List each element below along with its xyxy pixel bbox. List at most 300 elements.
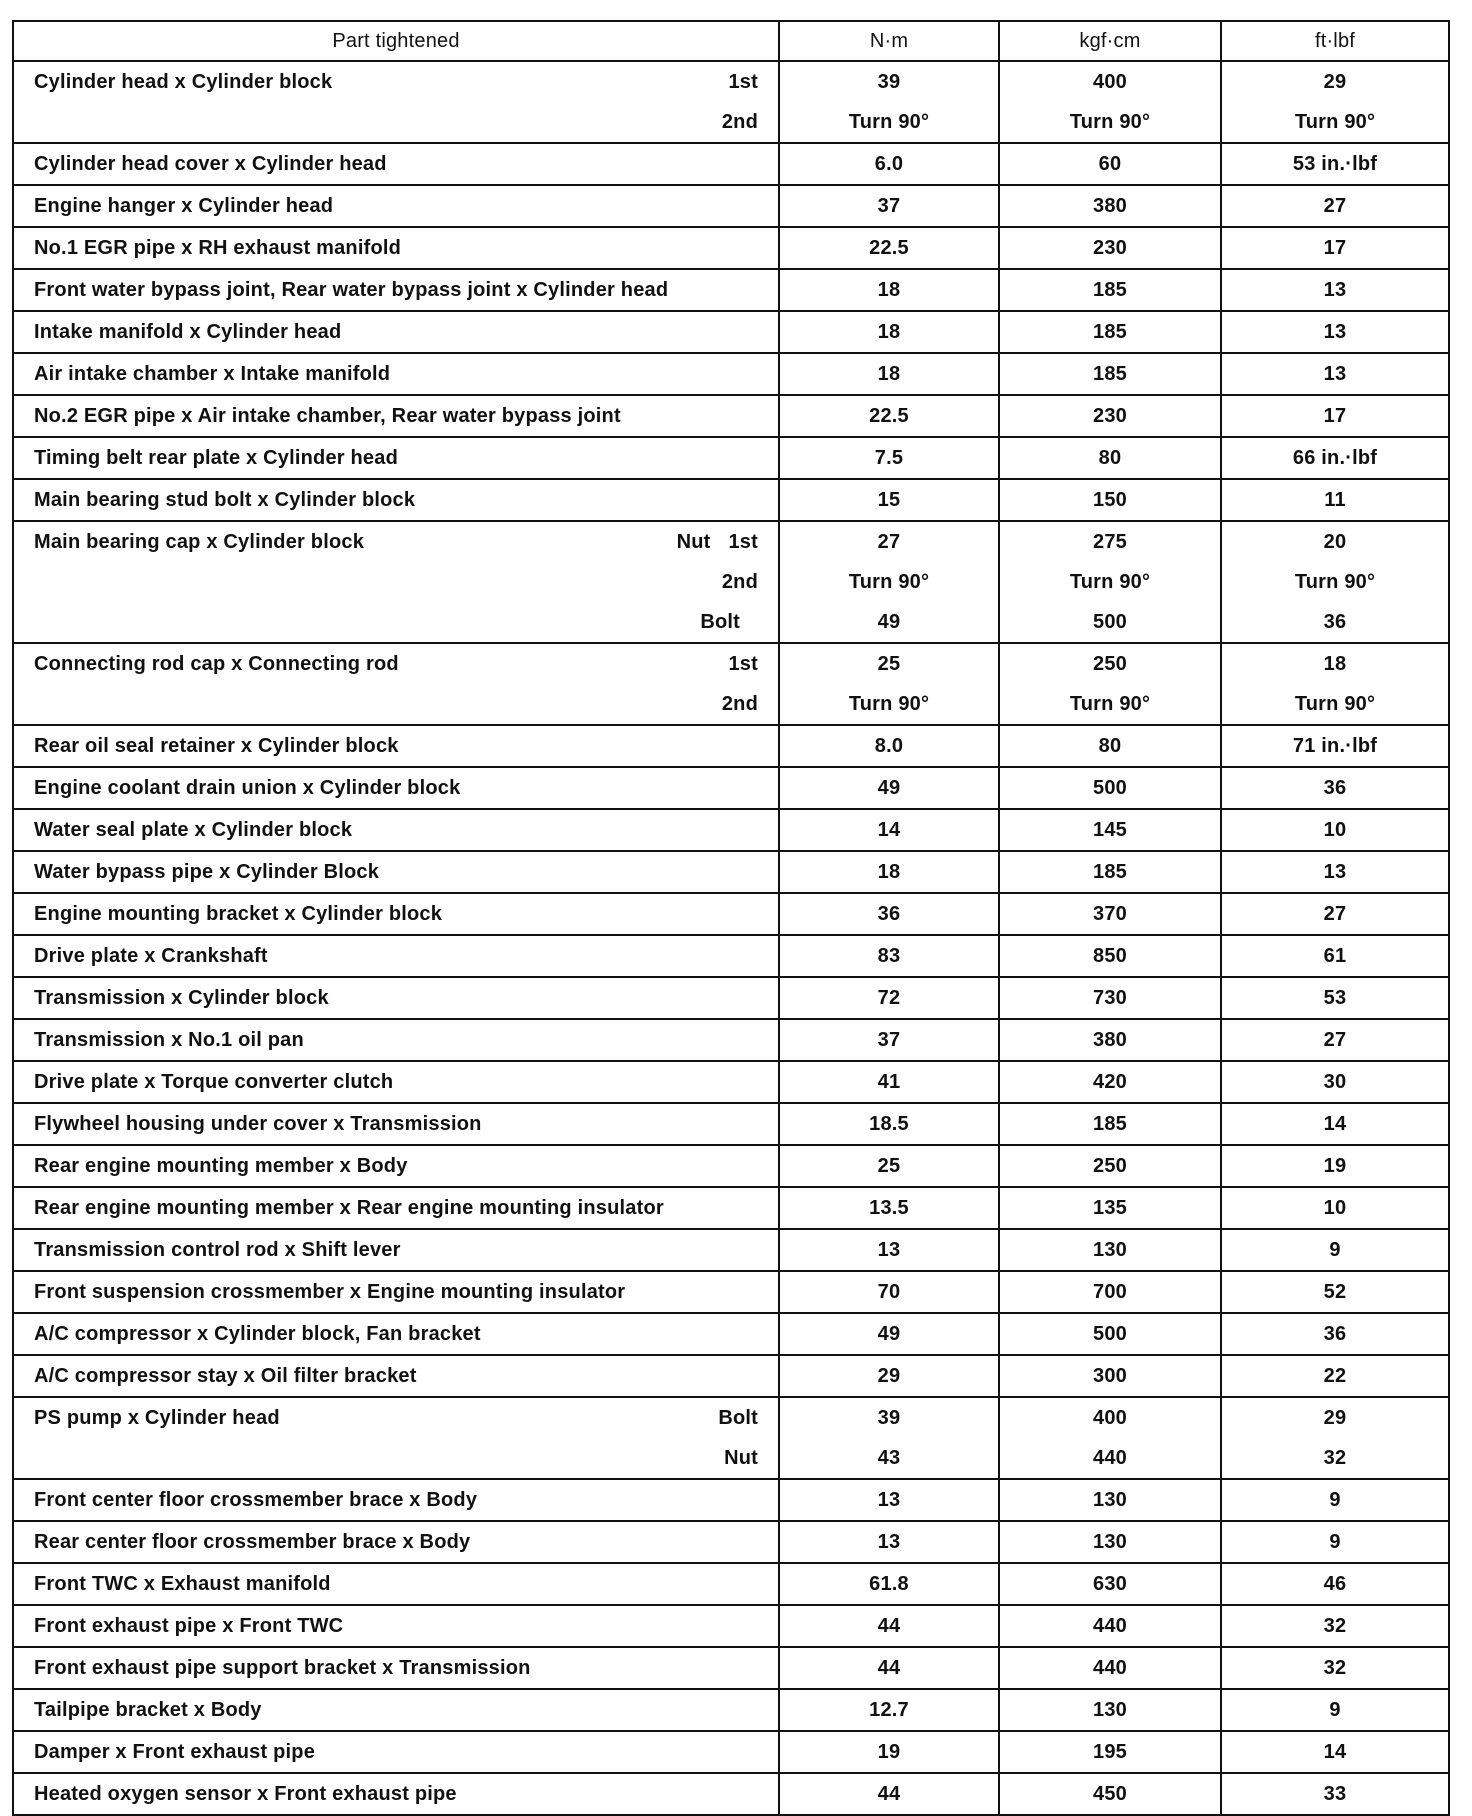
step-label: 2nd bbox=[721, 571, 758, 593]
step-label-line bbox=[14, 602, 758, 642]
torque-spec-table bbox=[12, 20, 1450, 1816]
torque-kgf-cm-cell bbox=[999, 1313, 1221, 1355]
torque-nm-cell bbox=[779, 1773, 999, 1815]
table-row bbox=[13, 1397, 1449, 1479]
part-cell bbox=[13, 227, 779, 269]
torque-value: 13 bbox=[877, 1531, 901, 1553]
torque-value: 41 bbox=[877, 1071, 901, 1093]
torque-value: 53 bbox=[1323, 987, 1347, 1009]
torque-value: Turn 90° bbox=[1069, 111, 1151, 133]
torque-value: 7.5 bbox=[874, 447, 904, 469]
part-name: Front exhaust pipe x Front TWC bbox=[34, 1615, 344, 1637]
torque-value: 32 bbox=[1323, 1657, 1347, 1679]
torque-value: 49 bbox=[877, 611, 901, 633]
torque-value: 60 bbox=[1098, 153, 1122, 175]
torque-kgf-cm-cell bbox=[999, 767, 1221, 809]
table-row bbox=[13, 1103, 1449, 1145]
torque-kgf-cm-cell bbox=[999, 893, 1221, 935]
torque-value: 44 bbox=[877, 1657, 901, 1679]
torque-kgf-cm-cell bbox=[999, 1479, 1221, 1521]
table-row bbox=[13, 395, 1449, 437]
torque-ft-lbf-cell bbox=[1221, 269, 1449, 311]
part-cell bbox=[13, 1019, 779, 1061]
torque-kgf-cm-cell bbox=[999, 1355, 1221, 1397]
torque-ft-lbf-cell bbox=[1221, 1773, 1449, 1815]
torque-value: 70 bbox=[877, 1281, 901, 1303]
part-cell bbox=[13, 809, 779, 851]
torque-value: 18.5 bbox=[869, 1113, 909, 1135]
torque-value: 44 bbox=[877, 1615, 901, 1637]
torque-value: 27 bbox=[1323, 903, 1347, 925]
step-label-line bbox=[14, 102, 758, 142]
torque-nm-cell bbox=[779, 227, 999, 269]
torque-value: Turn 90° bbox=[848, 693, 930, 715]
torque-kgf-cm-cell bbox=[999, 1145, 1221, 1187]
torque-ft-lbf-cell bbox=[1221, 1313, 1449, 1355]
torque-value: 25 bbox=[877, 653, 901, 675]
torque-kgf-cm-cell bbox=[999, 1647, 1221, 1689]
torque-kgf-cm-cell bbox=[999, 725, 1221, 767]
torque-value: 185 bbox=[1093, 1113, 1127, 1135]
header-kgf-cm: kgf·cm bbox=[999, 21, 1221, 61]
torque-nm-cell bbox=[779, 1187, 999, 1229]
part-name: Transmission control rod x Shift lever bbox=[34, 1239, 401, 1261]
torque-value: 61.8 bbox=[869, 1573, 909, 1595]
torque-value: 130 bbox=[1093, 1531, 1127, 1553]
torque-value: 300 bbox=[1093, 1365, 1127, 1387]
part-cell bbox=[13, 1355, 779, 1397]
torque-nm-cell bbox=[779, 395, 999, 437]
torque-value: 9 bbox=[1329, 1531, 1341, 1553]
torque-kgf-cm-cell bbox=[999, 851, 1221, 893]
table-row bbox=[13, 893, 1449, 935]
table-row bbox=[13, 1647, 1449, 1689]
part-name: Engine hanger x Cylinder head bbox=[34, 195, 334, 217]
torque-value: 630 bbox=[1093, 1573, 1127, 1595]
part-name: Main bearing cap x Cylinder block bbox=[34, 531, 365, 553]
torque-ft-lbf-cell bbox=[1221, 1187, 1449, 1229]
part-name: Main bearing stud bolt x Cylinder block bbox=[34, 489, 416, 511]
torque-nm-cell bbox=[779, 185, 999, 227]
torque-ft-lbf-cell bbox=[1221, 1397, 1449, 1479]
torque-value: 450 bbox=[1093, 1783, 1127, 1805]
torque-value: 9 bbox=[1329, 1489, 1341, 1511]
torque-value: 185 bbox=[1093, 321, 1127, 343]
torque-value: 195 bbox=[1093, 1741, 1127, 1763]
table-row bbox=[13, 1355, 1449, 1397]
torque-nm-cell bbox=[779, 61, 999, 143]
torque-kgf-cm-cell bbox=[999, 269, 1221, 311]
torque-kgf-cm-cell bbox=[999, 1731, 1221, 1773]
table-row bbox=[13, 1145, 1449, 1187]
fastener-kind: Nut bbox=[676, 531, 711, 553]
torque-value: 14 bbox=[877, 819, 901, 841]
torque-ft-lbf-cell bbox=[1221, 185, 1449, 227]
table-row bbox=[13, 1187, 1449, 1229]
torque-nm-cell bbox=[779, 1313, 999, 1355]
torque-value: 10 bbox=[1323, 1197, 1347, 1219]
part-cell bbox=[13, 643, 779, 725]
torque-nm-cell bbox=[779, 143, 999, 185]
part-cell bbox=[13, 851, 779, 893]
torque-value: 36 bbox=[1323, 777, 1347, 799]
torque-value: 150 bbox=[1093, 489, 1127, 511]
torque-kgf-cm-cell bbox=[999, 61, 1221, 143]
torque-value: 500 bbox=[1093, 777, 1127, 799]
part-cell bbox=[13, 521, 779, 643]
torque-ft-lbf-cell bbox=[1221, 1521, 1449, 1563]
part-cell bbox=[13, 1187, 779, 1229]
torque-value: 29 bbox=[1323, 71, 1347, 93]
torque-value: 17 bbox=[1323, 237, 1347, 259]
torque-ft-lbf-cell bbox=[1221, 353, 1449, 395]
fastener-kind: Bolt bbox=[700, 611, 740, 633]
torque-kgf-cm-cell bbox=[999, 395, 1221, 437]
part-cell bbox=[13, 1271, 779, 1313]
torque-value: 39 bbox=[877, 71, 901, 93]
step-label: 2nd bbox=[721, 693, 758, 715]
part-name: Rear oil seal retainer x Cylinder block bbox=[34, 735, 399, 757]
step-label: Bolt bbox=[718, 1407, 758, 1429]
table-row bbox=[13, 767, 1449, 809]
torque-nm-cell bbox=[779, 725, 999, 767]
part-name: A/C compressor x Cylinder block, Fan bracket bbox=[34, 1323, 481, 1345]
torque-value: 130 bbox=[1093, 1699, 1127, 1721]
header-nm: N·m bbox=[779, 21, 999, 61]
torque-value: 13 bbox=[1323, 363, 1347, 385]
table-row bbox=[13, 1061, 1449, 1103]
torque-value: 27 bbox=[877, 531, 901, 553]
torque-value: 13 bbox=[1323, 279, 1347, 301]
table-row bbox=[13, 521, 1449, 643]
torque-ft-lbf-cell bbox=[1221, 1019, 1449, 1061]
torque-ft-lbf-cell bbox=[1221, 1689, 1449, 1731]
torque-value: Turn 90° bbox=[848, 571, 930, 593]
torque-value: 43 bbox=[877, 1447, 901, 1469]
table-row bbox=[13, 1731, 1449, 1773]
torque-value: 37 bbox=[877, 1029, 901, 1051]
torque-ft-lbf-cell bbox=[1221, 311, 1449, 353]
torque-value: 250 bbox=[1093, 1155, 1127, 1177]
torque-value: 8.0 bbox=[874, 735, 904, 757]
part-cell bbox=[13, 1731, 779, 1773]
torque-ft-lbf-cell bbox=[1221, 643, 1449, 725]
torque-value: 18 bbox=[1323, 653, 1347, 675]
part-cell bbox=[13, 395, 779, 437]
table-row bbox=[13, 809, 1449, 851]
table-row bbox=[13, 1271, 1449, 1313]
part-cell bbox=[13, 1313, 779, 1355]
table-row bbox=[13, 1563, 1449, 1605]
torque-value: 185 bbox=[1093, 279, 1127, 301]
torque-value: 13 bbox=[1323, 861, 1347, 883]
torque-ft-lbf-cell bbox=[1221, 1355, 1449, 1397]
torque-value: 80 bbox=[1098, 447, 1122, 469]
torque-kgf-cm-cell bbox=[999, 437, 1221, 479]
table-row bbox=[13, 1019, 1449, 1061]
step-label: Nut bbox=[724, 1447, 758, 1469]
table-row bbox=[13, 935, 1449, 977]
torque-nm-cell bbox=[779, 1689, 999, 1731]
torque-ft-lbf-cell bbox=[1221, 1647, 1449, 1689]
torque-value: 500 bbox=[1093, 611, 1127, 633]
torque-value: 11 bbox=[1324, 489, 1346, 511]
step-label: 1st bbox=[728, 71, 758, 93]
part-name: No.2 EGR pipe x Air intake chamber, Rear water bypass joint bbox=[34, 405, 621, 427]
torque-value: 22 bbox=[1323, 1365, 1347, 1387]
part-name: Transmission x Cylinder block bbox=[34, 987, 329, 1009]
part-cell bbox=[13, 977, 779, 1019]
part-name: Flywheel housing under cover x Transmission bbox=[34, 1113, 482, 1135]
step-label: 1st bbox=[728, 653, 758, 675]
torque-value: 250 bbox=[1093, 653, 1127, 675]
torque-value: 380 bbox=[1093, 1029, 1127, 1051]
part-name: Damper x Front exhaust pipe bbox=[34, 1741, 316, 1763]
torque-kgf-cm-cell bbox=[999, 1019, 1221, 1061]
torque-value: 61 bbox=[1323, 945, 1347, 967]
part-name: Cylinder head cover x Cylinder head bbox=[34, 153, 387, 175]
part-cell bbox=[13, 143, 779, 185]
torque-value: 17 bbox=[1323, 405, 1347, 427]
torque-kgf-cm-cell bbox=[999, 185, 1221, 227]
torque-kgf-cm-cell bbox=[999, 809, 1221, 851]
part-cell bbox=[13, 1563, 779, 1605]
table-row bbox=[13, 1773, 1449, 1815]
part-cell bbox=[13, 1061, 779, 1103]
torque-kgf-cm-cell bbox=[999, 1103, 1221, 1145]
torque-value: 36 bbox=[877, 903, 901, 925]
torque-ft-lbf-cell bbox=[1221, 395, 1449, 437]
torque-ft-lbf-cell bbox=[1221, 977, 1449, 1019]
part-name: Front suspension crossmember x Engine mounting insulator bbox=[34, 1281, 626, 1303]
torque-nm-cell bbox=[779, 311, 999, 353]
table-row bbox=[13, 1605, 1449, 1647]
torque-ft-lbf-cell bbox=[1221, 1563, 1449, 1605]
torque-kgf-cm-cell bbox=[999, 1689, 1221, 1731]
part-cell bbox=[13, 767, 779, 809]
part-cell bbox=[13, 479, 779, 521]
torque-value: 730 bbox=[1093, 987, 1127, 1009]
part-name: A/C compressor stay x Oil filter bracket bbox=[34, 1365, 417, 1387]
torque-value: 9 bbox=[1329, 1699, 1341, 1721]
torque-value: 18 bbox=[877, 363, 901, 385]
part-name: Front center floor crossmember brace x Body bbox=[34, 1489, 478, 1511]
header-part-tightened: Part tightened bbox=[13, 21, 779, 61]
torque-nm-cell bbox=[779, 809, 999, 851]
torque-value: 10 bbox=[1323, 819, 1347, 841]
torque-value: 32 bbox=[1323, 1447, 1347, 1469]
part-name: Water seal plate x Cylinder block bbox=[34, 819, 353, 841]
torque-value: 9 bbox=[1329, 1239, 1341, 1261]
torque-nm-cell bbox=[779, 1103, 999, 1145]
torque-nm-cell bbox=[779, 521, 999, 643]
torque-ft-lbf-cell bbox=[1221, 521, 1449, 643]
torque-nm-cell bbox=[779, 767, 999, 809]
torque-value: Turn 90° bbox=[1069, 693, 1151, 715]
torque-kgf-cm-cell bbox=[999, 143, 1221, 185]
part-cell bbox=[13, 311, 779, 353]
torque-kgf-cm-cell bbox=[999, 935, 1221, 977]
torque-kgf-cm-cell bbox=[999, 311, 1221, 353]
torque-value: 49 bbox=[877, 777, 901, 799]
part-cell bbox=[13, 353, 779, 395]
table-row bbox=[13, 977, 1449, 1019]
torque-value: 36 bbox=[1323, 1323, 1347, 1345]
torque-value: 145 bbox=[1093, 819, 1127, 841]
torque-value: 14 bbox=[1323, 1741, 1347, 1763]
part-cell bbox=[13, 1521, 779, 1563]
torque-nm-cell bbox=[779, 1145, 999, 1187]
torque-value: 46 bbox=[1323, 1573, 1347, 1595]
table-row bbox=[13, 143, 1449, 185]
torque-nm-cell bbox=[779, 1479, 999, 1521]
torque-value: 30 bbox=[1323, 1071, 1347, 1093]
part-name: Connecting rod cap x Connecting rod bbox=[34, 653, 399, 675]
torque-kgf-cm-cell bbox=[999, 643, 1221, 725]
torque-value: 130 bbox=[1093, 1489, 1127, 1511]
torque-value: 83 bbox=[877, 945, 901, 967]
torque-value: Turn 90° bbox=[1069, 571, 1151, 593]
part-name: Front exhaust pipe support bracket x Transmission bbox=[34, 1657, 531, 1679]
part-cell bbox=[13, 1479, 779, 1521]
torque-value: 230 bbox=[1093, 405, 1127, 427]
torque-value: 135 bbox=[1093, 1197, 1127, 1219]
torque-value: 13 bbox=[1323, 321, 1347, 343]
torque-value: 19 bbox=[877, 1741, 901, 1763]
torque-value: 44 bbox=[877, 1783, 901, 1805]
torque-ft-lbf-cell bbox=[1221, 893, 1449, 935]
torque-nm-cell bbox=[779, 1397, 999, 1479]
torque-value: 66 in.·lbf bbox=[1292, 447, 1378, 469]
torque-value: 13 bbox=[877, 1239, 901, 1261]
torque-value: 440 bbox=[1093, 1657, 1127, 1679]
torque-kgf-cm-cell bbox=[999, 1187, 1221, 1229]
torque-value: 36 bbox=[1323, 611, 1347, 633]
torque-value: 53 in.·lbf bbox=[1292, 153, 1378, 175]
torque-value: 49 bbox=[877, 1323, 901, 1345]
torque-ft-lbf-cell bbox=[1221, 1605, 1449, 1647]
torque-value: 380 bbox=[1093, 195, 1127, 217]
torque-ft-lbf-cell bbox=[1221, 479, 1449, 521]
torque-value: 37 bbox=[877, 195, 901, 217]
table-row bbox=[13, 185, 1449, 227]
torque-nm-cell bbox=[779, 893, 999, 935]
torque-value: 440 bbox=[1093, 1615, 1127, 1637]
step-label-line bbox=[14, 1438, 758, 1478]
torque-value: 185 bbox=[1093, 363, 1127, 385]
torque-value: 72 bbox=[877, 987, 901, 1009]
part-name: Heated oxygen sensor x Front exhaust pipe bbox=[34, 1783, 457, 1805]
torque-value: 80 bbox=[1098, 735, 1122, 757]
part-cell bbox=[13, 1689, 779, 1731]
torque-kgf-cm-cell bbox=[999, 1271, 1221, 1313]
part-cell bbox=[13, 935, 779, 977]
torque-nm-cell bbox=[779, 1271, 999, 1313]
torque-ft-lbf-cell bbox=[1221, 935, 1449, 977]
torque-value: Turn 90° bbox=[848, 111, 930, 133]
part-cell bbox=[13, 1229, 779, 1271]
header-ft-lbf: ft·lbf bbox=[1221, 21, 1449, 61]
torque-value: 14 bbox=[1323, 1113, 1347, 1135]
torque-value: 18 bbox=[877, 279, 901, 301]
torque-value: 700 bbox=[1093, 1281, 1127, 1303]
torque-value: 230 bbox=[1093, 237, 1127, 259]
part-cell bbox=[13, 437, 779, 479]
part-name: Rear engine mounting member x Rear engine mounting insulator bbox=[34, 1197, 664, 1219]
torque-ft-lbf-cell bbox=[1221, 143, 1449, 185]
torque-nm-cell bbox=[779, 1605, 999, 1647]
torque-value: 420 bbox=[1093, 1071, 1127, 1093]
table-row bbox=[13, 269, 1449, 311]
torque-value: 130 bbox=[1093, 1239, 1127, 1261]
torque-nm-cell bbox=[779, 643, 999, 725]
torque-nm-cell bbox=[779, 1647, 999, 1689]
part-name: Front water bypass joint, Rear water bypass joint x Cylinder head bbox=[34, 279, 669, 301]
torque-ft-lbf-cell bbox=[1221, 61, 1449, 143]
part-name: PS pump x Cylinder head bbox=[34, 1407, 280, 1429]
torque-value: 71 in.·lbf bbox=[1292, 735, 1378, 757]
torque-value: 20 bbox=[1323, 531, 1347, 553]
torque-value: 850 bbox=[1093, 945, 1127, 967]
torque-kgf-cm-cell bbox=[999, 1397, 1221, 1479]
torque-value: 19 bbox=[1323, 1155, 1347, 1177]
torque-kgf-cm-cell bbox=[999, 1605, 1221, 1647]
part-cell bbox=[13, 269, 779, 311]
torque-nm-cell bbox=[779, 437, 999, 479]
torque-ft-lbf-cell bbox=[1221, 725, 1449, 767]
part-cell bbox=[13, 1773, 779, 1815]
torque-value: 400 bbox=[1093, 71, 1127, 93]
torque-value: 440 bbox=[1093, 1447, 1127, 1469]
table-row bbox=[13, 1479, 1449, 1521]
torque-ft-lbf-cell bbox=[1221, 809, 1449, 851]
torque-ft-lbf-cell bbox=[1221, 437, 1449, 479]
torque-value: 370 bbox=[1093, 903, 1127, 925]
part-name: Engine mounting bracket x Cylinder block bbox=[34, 903, 443, 925]
part-cell bbox=[13, 725, 779, 767]
torque-value: 32 bbox=[1323, 1615, 1347, 1637]
torque-value: 400 bbox=[1093, 1407, 1127, 1429]
torque-ft-lbf-cell bbox=[1221, 1271, 1449, 1313]
torque-nm-cell bbox=[779, 1521, 999, 1563]
torque-nm-cell bbox=[779, 977, 999, 1019]
part-name: Intake manifold x Cylinder head bbox=[34, 321, 342, 343]
torque-nm-cell bbox=[779, 1229, 999, 1271]
part-cell bbox=[13, 1605, 779, 1647]
part-name: Air intake chamber x Intake manifold bbox=[34, 363, 391, 385]
torque-value: Turn 90° bbox=[1294, 571, 1376, 593]
torque-nm-cell bbox=[779, 935, 999, 977]
part-cell bbox=[13, 1103, 779, 1145]
torque-value: 185 bbox=[1093, 861, 1127, 883]
torque-ft-lbf-cell bbox=[1221, 851, 1449, 893]
table-row bbox=[13, 61, 1449, 143]
torque-value: 25 bbox=[877, 1155, 901, 1177]
torque-kgf-cm-cell bbox=[999, 1563, 1221, 1605]
table-row bbox=[13, 437, 1449, 479]
torque-value: 18 bbox=[877, 861, 901, 883]
step-label: 2nd bbox=[721, 111, 758, 133]
torque-value: 29 bbox=[1323, 1407, 1347, 1429]
step-label-line bbox=[14, 684, 758, 724]
torque-ft-lbf-cell bbox=[1221, 1103, 1449, 1145]
torque-nm-cell bbox=[779, 851, 999, 893]
torque-value: 22.5 bbox=[869, 237, 909, 259]
torque-nm-cell bbox=[779, 1731, 999, 1773]
table-row bbox=[13, 227, 1449, 269]
table-body bbox=[13, 61, 1449, 1815]
table-row bbox=[13, 479, 1449, 521]
